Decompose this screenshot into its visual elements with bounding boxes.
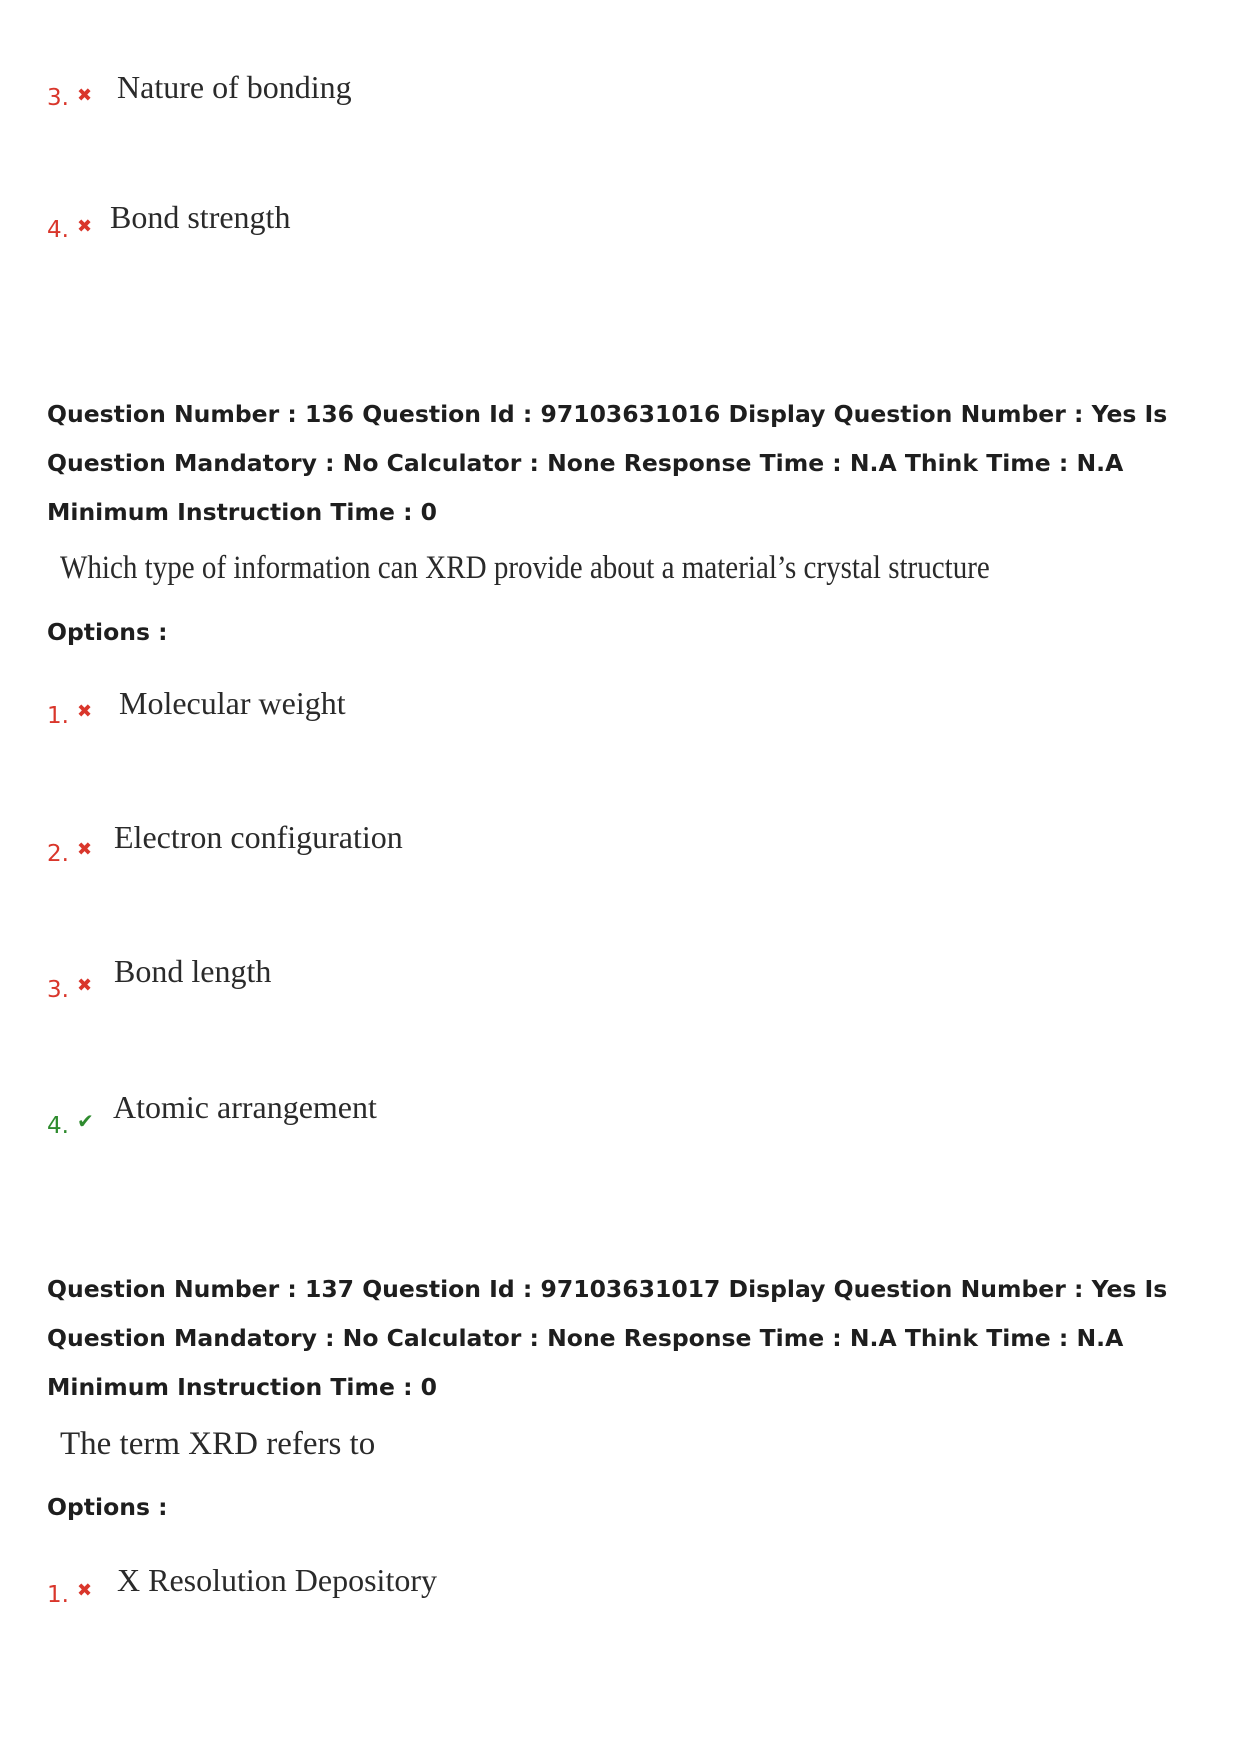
option-number: 4. (47, 1113, 69, 1139)
question-header: Question Number : 136 Question Id : 97103631016 Display Question Number : Yes Is Question Mandatory : No Calculator : None Response Time : N.A Think Time : N.A Minimum Instruction Time : 0 (47, 400, 1168, 526)
check-icon: ✔ (77, 1109, 94, 1133)
cross-icon: ✖ (77, 701, 93, 722)
option-text: Bond length (114, 953, 272, 989)
option-number: 1. (47, 703, 69, 729)
option-number: 3. (47, 977, 69, 1003)
option-text: Electron configuration (114, 819, 403, 855)
cross-icon: ✖ (77, 1580, 93, 1601)
option-text: Bond strength (110, 199, 291, 235)
option-text: Nature of bonding (117, 69, 352, 105)
question-text: The term XRD refers to (60, 1426, 376, 1462)
options-label: Options : (47, 618, 168, 646)
option-number: 3. (47, 85, 69, 111)
option-text: Atomic arrangement (113, 1089, 377, 1125)
option-number: 1. (47, 1582, 69, 1608)
cross-icon: ✖ (77, 839, 93, 860)
cross-icon: ✖ (77, 975, 93, 996)
option-number: 2. (47, 841, 69, 867)
option-text: Molecular weight (119, 685, 346, 721)
question-header: Question Number : 137 Question Id : 97103631017 Display Question Number : Yes Is Question Mandatory : No Calculator : None Response Time : N.A Think Time : N.A Minimum Instruction Time : 0 (47, 1275, 1168, 1401)
question-text: Which type of information can XRD provide about a material’s crystal structure (60, 550, 990, 586)
cross-icon: ✖ (77, 216, 93, 237)
cross-icon: ✖ (77, 85, 93, 106)
options-label: Options : (47, 1493, 168, 1521)
option-text: X Resolution Depository (117, 1562, 437, 1598)
option-number: 4. (47, 217, 69, 243)
